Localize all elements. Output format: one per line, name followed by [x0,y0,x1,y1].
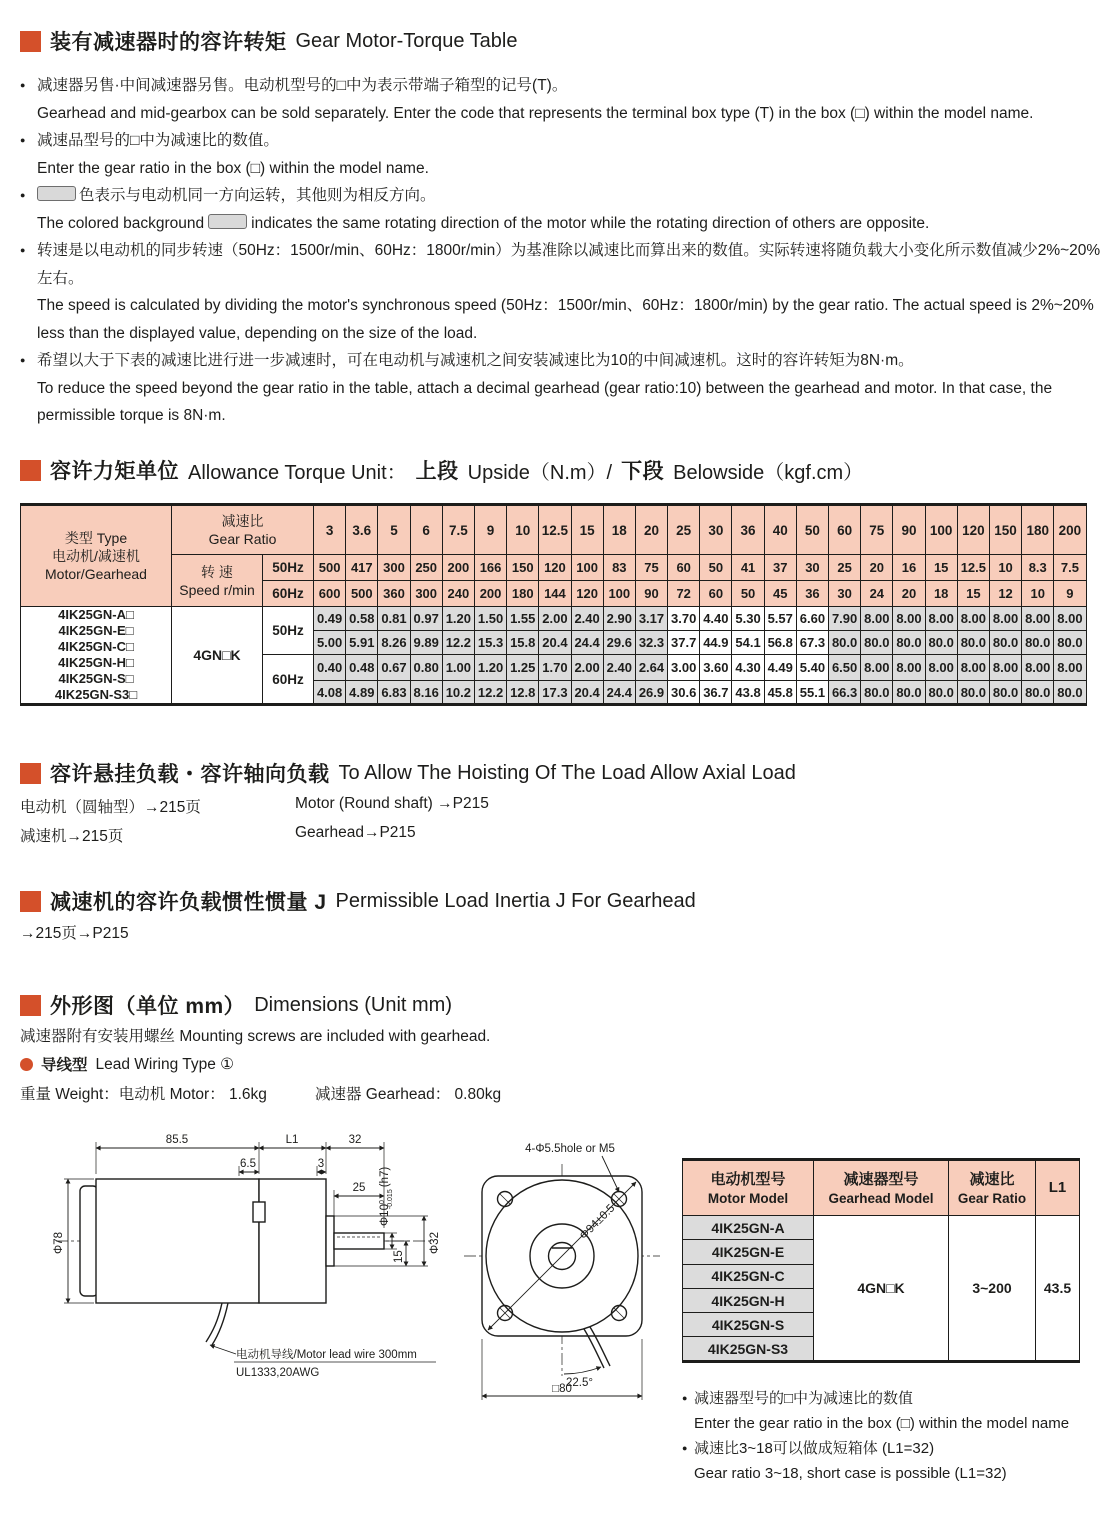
speed-50hz-value: 60 [668,555,700,581]
same-direction-swatch-icon [208,214,247,229]
speed-50hz-value: 300 [378,555,410,581]
unit-title-en: Allowance Torque Unit： [188,461,407,484]
gear-ratio-value: 3.6 [346,505,378,555]
speed-60hz-value: 600 [314,581,346,607]
torque-50hz-nm: 8.00 [893,607,925,631]
torque-50hz-kgfcm: 37.7 [668,631,700,655]
torque-50hz-nm: 8.00 [957,607,989,631]
section-dimensions-title [20,990,452,1020]
speed-50hz-value: 15 [925,555,957,581]
type-header-line3: Motor/Gearhead [45,566,147,582]
speed-header-cell [172,555,263,607]
gear-ratio-value: 6 [410,505,442,555]
torque-60hz-nm: 2.64 [635,655,667,681]
mounting-screws-note-zh: 减速器附有安装用螺丝 [20,1028,176,1045]
torque-60hz-kgfcm: 17.3 [539,681,571,705]
torque-50hz-nm: 4.40 [700,607,732,631]
model-table-motor: 4IK25GN-A [683,1216,814,1240]
model-table-l1: 43.5 [1036,1216,1080,1362]
torque-60hz-nm: 3.00 [668,655,700,681]
torque-60hz-kgfcm: 80.0 [1022,681,1054,705]
header-gearhead-zh: 减速器型号 [843,1170,919,1188]
load-ref-motor-en: Motor (Round shaft) →P215 [295,795,489,812]
gearhead-body [259,1179,326,1303]
torque-50hz-kgfcm: 15.3 [474,631,506,655]
model-table-motor: 4IK25GN-E [683,1240,814,1264]
motor-model: 4IK25GN-S3□ [54,687,138,702]
torque-60hz-kgfcm: 12.2 [474,681,506,705]
gearhead-front-view-drawing [452,1136,694,1406]
dim-square80: □80 [552,1383,572,1395]
torque-50hz-nm: 1.20 [442,607,474,631]
speed-50hz-value: 8.3 [1022,555,1054,581]
torque-50hz-kgfcm: 80.0 [1022,631,1054,655]
section-torque-title-zh: 装有减速器时的容许转矩 [50,31,287,54]
torque-60hz-nm: 1.70 [539,655,571,681]
torque-50hz-kgfcm: 80.0 [861,631,893,655]
speed-60hz-value: 360 [378,581,410,607]
torque-50hz-kgfcm: 54.1 [732,631,764,655]
model-table-header-motor [683,1160,814,1216]
model-table-motor: 4IK25GN-C [683,1264,814,1288]
torque-60hz-kgfcm: 4.08 [314,681,346,705]
gear-ratio-label-zh: 减速比 [221,513,264,529]
motor-lead-wire [206,1303,222,1342]
torque-60hz-kgfcm: 80.0 [925,681,957,705]
speed-60hz-value: 144 [539,581,571,607]
torque-50hz-kgfcm: 8.26 [378,631,410,655]
section-load-title [20,758,796,788]
model-table-motor: 4IK25GN-S [683,1313,814,1337]
dim-6-5: 6.5 [240,1158,256,1170]
section-marker-icon [20,460,41,481]
torque-50hz-kgfcm: 24.4 [571,631,603,655]
unit-low-en: Belowside（kgf.cm） [673,461,864,484]
inertia-title-zh: 减速机的容许负载惯性惯量 J [50,891,327,914]
speed-60hz-value: 12 [989,581,1021,607]
torque-60hz-kgfcm: 4.89 [346,681,378,705]
model-table-header-gearhead [814,1160,949,1216]
torque-50hz-label: 50Hz [263,607,314,655]
torque-50hz-kgfcm: 12.2 [442,631,474,655]
note-2-en: Enter the gear ratio in the box (□) within the model name. [37,159,429,177]
torque-60hz-nm: 6.50 [829,655,861,681]
torque-50hz-nm: 8.00 [925,607,957,631]
gear-ratio-value: 9 [474,505,506,555]
speed-50hz-value: 12.5 [957,555,989,581]
inertia-page-ref: →215页→P215 [20,925,129,942]
gear-ratio-value: 180 [1022,505,1054,555]
gear-ratio-value: 20 [635,505,667,555]
load-title-en: To Allow The Hoisting Of The Load Allow Axial Load [338,761,796,784]
gearhead-model-cell: 4GN□K [172,607,263,705]
note-1-zh: ● 减速器另售·中间减速器另售。电动机型号的□中为表示带端子箱型的记号(T)。 [20,72,1106,100]
note-2-zh: ● 减速品型号的□中为减速比的数值。 [20,127,1106,155]
motor-model: 4IK25GN-H□ [58,655,134,670]
torque-60hz-nm: 5.40 [796,655,828,681]
speed-60hz-value: 60 [700,581,732,607]
speed-60hz-value: 240 [442,581,474,607]
speed-60hz-value: 50 [732,581,764,607]
torque-60hz-kgfcm: 80.0 [989,681,1021,705]
model-table-ratio: 3~200 [949,1216,1036,1362]
torque-50hz-nm: 8.00 [861,607,893,631]
note-3-zh [20,182,1106,210]
unit-up-en: Upside（N.m）/ [467,461,613,484]
speed-60hz-value: 15 [957,581,989,607]
dim-3: 3 [317,1158,325,1170]
torque-60hz-kgfcm: 24.4 [603,681,635,705]
torque-60hz-kgfcm: 30.6 [668,681,700,705]
gear-ratio-value: 120 [957,505,989,555]
dimensions-title-zh: 外形图（单位 mm） [50,995,246,1018]
torque-50hz-kgfcm: 32.3 [635,631,667,655]
torque-60hz-kgfcm: 8.16 [410,681,442,705]
torque-60hz-nm: 0.40 [314,655,346,681]
gear-ratio-value: 10 [507,505,539,555]
gear-ratio-value: 7.5 [442,505,474,555]
note-1-en: Gearhead and mid-gearbox can be sold separately. Enter the code that represents the terminal box type (T) in the box (□) within the model name. [37,104,1034,122]
torque-60hz-nm: 8.00 [1022,655,1054,681]
dim-15: 15 [393,1250,405,1263]
weight-motor: 重量 Weight：电动机 Motor： 1.6kg [20,1086,267,1103]
torque-60hz-kgfcm: 80.0 [893,681,925,705]
speed-60hz-value: 120 [571,581,603,607]
torque-60hz-nm: 8.00 [989,655,1021,681]
speed-60hz-value: 500 [346,581,378,607]
speed-50hz-value: 120 [539,555,571,581]
dimensions-title-en: Dimensions (Unit mm) [254,993,452,1016]
header-motor-en: Motor Model [707,1190,789,1206]
header-gearhead-en: Gearhead Model [828,1190,934,1206]
torque-50hz-kgfcm: 80.0 [1054,631,1086,655]
torque-60hz-kgfcm: 10.2 [442,681,474,705]
torque-50hz-nm: 2.40 [571,607,603,631]
note-4-en: The speed is calculated by dividing the motor's synchronous speed (50Hz：1500r/min、60Hz：1800r/min) by the gear ratio. The actual speed is 2%~20% less than the displayed value, depending on the size of the load. [37,297,1094,342]
model-table-motor: 4IK25GN-H [683,1288,814,1312]
torque-60hz-kgfcm: 26.9 [635,681,667,705]
type-header-line2: 电动机/减速机 [52,548,140,564]
torque-50hz-nm: 3.70 [668,607,700,631]
model-table-notes [682,1386,1112,1486]
torque-50hz-nm: 8.00 [1054,607,1086,631]
wiring-label-zh: 导线型 [41,1057,88,1074]
torque-60hz-nm: 1.25 [507,655,539,681]
motor-body [96,1179,259,1303]
motor-models-cell [21,607,172,705]
gear-ratio-value: 30 [700,505,732,555]
torque-50hz-nm: 0.81 [378,607,410,631]
torque-60hz-kgfcm: 6.83 [378,681,410,705]
section-torque-title-en: Gear Motor-Torque Table [295,29,518,52]
model-table-motor: 4IK25GN-S3 [683,1337,814,1361]
speed-50hz-value: 417 [346,555,378,581]
torque-60hz-nm: 8.00 [893,655,925,681]
gear-ratio-value: 40 [764,505,796,555]
dim-phi32: Φ32 [429,1232,441,1254]
load-ref-gearhead-zh: 减速机→215页 [20,828,124,845]
section-marker-icon [20,763,41,784]
gear-ratio-value: 50 [796,505,828,555]
model-note-2-en: Gear ratio 3~18, short case is possible (L1=32) [694,1465,1007,1482]
note-3-en [20,210,1106,238]
torque-50hz-nm: 7.90 [829,607,861,631]
dim-phi78: Φ78 [53,1232,65,1254]
gear-ratio-value: 15 [571,505,603,555]
section-inertia-title [20,886,696,916]
torque-50hz-kgfcm: 80.0 [829,631,861,655]
torque-60hz-nm: 3.60 [700,655,732,681]
speed-50hz-value: 83 [603,555,635,581]
speed-60hz-value: 300 [410,581,442,607]
torque-60hz-kgfcm: 43.8 [732,681,764,705]
torque-60hz-kgfcm: 45.8 [764,681,796,705]
gear-ratio-value: 100 [925,505,957,555]
model-note-2-zh: ● 减速比3~18可以做成短箱体 (L1=32) [682,1436,1112,1461]
load-ref-gearhead-en: Gearhead→P215 [295,824,416,841]
torque-50hz-nm: 3.17 [635,607,667,631]
speed-60hz-value: 180 [507,581,539,607]
gear-ratio-value: 200 [1054,505,1086,555]
section-unit-title [20,455,863,485]
torque-60hz-nm: 4.49 [764,655,796,681]
speed-60hz-value: 45 [764,581,796,607]
speed-50hz-value: 75 [635,555,667,581]
torque-50hz-kgfcm: 29.6 [603,631,635,655]
gear-ratio-value: 18 [603,505,635,555]
header-ratio-en: Gear Ratio [957,1190,1027,1206]
speed-60hz-value: 24 [861,581,893,607]
torque-60hz-nm: 1.00 [442,655,474,681]
dim-l1: L1 [285,1134,299,1146]
torque-60hz-kgfcm: 80.0 [957,681,989,705]
speed-50hz-value: 20 [861,555,893,581]
torque-50hz-kgfcm: 80.0 [893,631,925,655]
torque-60hz-kgfcm: 20.4 [571,681,603,705]
speed-60hz-value: 30 [829,581,861,607]
torque-60hz-nm: 0.80 [410,655,442,681]
dim-phi94: Φ94±0.5 [577,1202,618,1243]
speed-50hz-value: 250 [410,555,442,581]
dim-25: 25 [352,1182,366,1194]
gear-ratio-value: 3 [314,505,346,555]
lead-wire-spec: UL1333,20AWG [236,1367,320,1379]
torque-50hz-nm: 1.55 [507,607,539,631]
torque-50hz-nm: 0.97 [410,607,442,631]
torque-60hz-kgfcm: 80.0 [1054,681,1086,705]
junction-tab [253,1202,265,1222]
torque-50hz-nm: 5.57 [764,607,796,631]
gear-ratio-value: 12.5 [539,505,571,555]
torque-60hz-nm: 0.67 [378,655,410,681]
speed-50hz-value: 30 [796,555,828,581]
torque-60hz-label: 60Hz [263,655,314,705]
model-table-gearhead: 4GN□K [814,1216,949,1362]
wiring-bullet-icon [20,1058,33,1071]
speed-50hz-label: 50Hz [263,555,314,581]
speed-50hz-value: 25 [829,555,861,581]
model-table-wrap [682,1158,1080,1363]
wiring-label-en: Lead Wiring Type ① [95,1055,235,1073]
note-5-zh: ● 希望以大于下表的减速比进行进一步减速时，可在电动机与减速机之间安装减速比为10的中间减速机。这时的容许转矩为8N·m。 [20,347,1106,375]
speed-50hz-value: 200 [442,555,474,581]
note-4-zh: ● 转速是以电动机的同步转速（50Hz：1500r/min、60Hz：1800r/min）为基准除以减速比而算出来的数值。实际转速将随负载大小变化所示数值减少2%~20%左右。 [20,237,1106,292]
torque-50hz-kgfcm: 20.4 [539,631,571,655]
torque-50hz-nm: 2.00 [539,607,571,631]
dim-85-5: 85.5 [165,1134,189,1146]
model-note-1-zh: ● 减速器型号的□中为减速比的数值 [682,1386,1112,1411]
torque-50hz-kgfcm: 67.3 [796,631,828,655]
section-torque-title [20,26,517,56]
section-marker-icon [20,891,41,912]
torque-50hz-nm: 2.90 [603,607,635,631]
speed-label-zh: 转 速 [201,563,233,580]
torque-notes [20,72,1106,430]
torque-60hz-nm: 8.00 [957,655,989,681]
lead-wire-label: 电动机导线/Motor lead wire 300mm [236,1349,417,1361]
gear-ratio-value: 25 [668,505,700,555]
output-boss [326,1216,334,1266]
speed-50hz-value: 166 [474,555,506,581]
load-title-zh: 容许悬挂负载・容许轴向负载 [50,763,330,786]
speed-60hz-value: 9 [1054,581,1086,607]
header-ratio-zh: 减速比 [969,1170,1015,1188]
note-5-en: To reduce the speed beyond the gear ratio in the table, attach a decimal gearhead (gear ratio:10) between the gearhead and motor. In that case, the permissible torque is 8N·m. [37,379,1053,424]
torque-50hz-kgfcm: 80.0 [989,631,1021,655]
motor-model: 4IK25GN-S□ [58,671,134,686]
dim-shaft-dia: $\Phi 10^0-0.015(h7)$ [379,1166,394,1226]
speed-label-en: Speed r/min [179,581,255,598]
torque-60hz-nm: 1.20 [474,655,506,681]
torque-50hz-kgfcm: 56.8 [764,631,796,655]
torque-50hz-nm: 0.58 [346,607,378,631]
header-motor-zh: 电动机型号 [710,1170,786,1188]
model-note-1-en: Enter the gear ratio in the box (□) within the model name [694,1415,1070,1432]
torque-60hz-nm: 8.00 [925,655,957,681]
speed-50hz-value: 100 [571,555,603,581]
speed-50hz-value: 41 [732,555,764,581]
motor-model: 4IK25GN-E□ [58,623,134,638]
motor-side-view-drawing [24,1126,448,1380]
torque-60hz-kgfcm: 12.8 [507,681,539,705]
torque-60hz-nm: 2.40 [603,655,635,681]
note-3-en-post: indicates the same rotating direction of the motor while the rotating direction of others are opposite. [251,214,930,232]
torque-table-wrap [20,503,1087,706]
speed-50hz-value: 500 [314,555,346,581]
motor-model: 4IK25GN-A□ [58,607,134,622]
torque-table [20,503,1087,706]
speed-50hz-value: 150 [507,555,539,581]
torque-50hz-kgfcm: 9.89 [410,631,442,655]
torque-50hz-kgfcm: 80.0 [957,631,989,655]
speed-60hz-value: 20 [893,581,925,607]
gear-ratio-header-cell [172,505,314,555]
torque-50hz-nm: 1.50 [474,607,506,631]
torque-60hz-nm: 4.30 [732,655,764,681]
torque-60hz-kgfcm: 66.3 [829,681,861,705]
bolt-hole-label: 4-Φ5.5hole or M5 [525,1143,615,1155]
speed-50hz-value: 7.5 [1054,555,1086,581]
speed-60hz-value: 18 [925,581,957,607]
model-table [682,1158,1080,1363]
gear-ratio-value: 5 [378,505,410,555]
torque-60hz-nm: 0.48 [346,655,378,681]
torque-50hz-nm: 8.00 [1022,607,1054,631]
unit-title-zh: 容许力矩单位 [50,460,179,483]
dim-angle: 22.5° [566,1377,593,1389]
speed-50hz-value: 16 [893,555,925,581]
speed-60hz-value: 90 [635,581,667,607]
model-table-header-l1 [1036,1160,1080,1216]
unit-up-zh: 上段 [415,460,459,483]
gear-ratio-value: 60 [829,505,861,555]
speed-50hz-value: 50 [700,555,732,581]
torque-50hz-kgfcm: 80.0 [925,631,957,655]
torque-60hz-nm: 8.00 [1054,655,1086,681]
gear-ratio-value: 36 [732,505,764,555]
gear-ratio-value: 75 [861,505,893,555]
dim-32: 32 [348,1134,362,1146]
torque-50hz-kgfcm: 15.8 [507,631,539,655]
unit-low-zh: 下段 [621,460,665,483]
torque-60hz-nm: 8.00 [861,655,893,681]
load-ref-motor-zh: 电动机（圆轴型）→215页 [20,799,201,816]
speed-50hz-value: 37 [764,555,796,581]
type-header-line1: 类型 Type [64,530,128,546]
gear-ratio-value: 90 [893,505,925,555]
header-l1: L1 [1048,1179,1067,1196]
torque-50hz-nm: 8.00 [989,607,1021,631]
section-marker-icon [20,31,41,52]
gear-ratio-label-en: Gear Ratio [208,531,277,547]
speed-60hz-value: 200 [474,581,506,607]
model-table-header-ratio [949,1160,1036,1216]
torque-50hz-nm: 5.30 [732,607,764,631]
weight-gearhead: 减速器 Gearhead： 0.80kg [315,1086,502,1103]
torque-50hz-kgfcm: 44.9 [700,631,732,655]
type-header-cell [21,505,172,607]
speed-60hz-value: 100 [603,581,635,607]
lead-wiring-type-row [20,1053,234,1075]
note-3-zh-text: 色表示与电动机同一方向运转，其他则为相反方向。 [79,187,436,204]
output-shaft [334,1233,384,1249]
section-marker-icon [20,995,41,1016]
torque-60hz-kgfcm: 55.1 [796,681,828,705]
gear-ratio-value: 150 [989,505,1021,555]
torque-60hz-kgfcm: 80.0 [861,681,893,705]
inertia-title-en: Permissible Load Inertia J For Gearhead [335,889,696,912]
note-3-en-pre: The colored background [37,214,205,232]
same-direction-swatch-icon [37,186,76,201]
torque-60hz-kgfcm: 36.7 [700,681,732,705]
torque-50hz-kgfcm: 5.00 [314,631,346,655]
speed-60hz-value: 36 [796,581,828,607]
torque-50hz-nm: 6.60 [796,607,828,631]
speed-60hz-value: 72 [668,581,700,607]
speed-60hz-label: 60Hz [263,581,314,607]
torque-50hz-kgfcm: 5.91 [346,631,378,655]
speed-50hz-value: 10 [989,555,1021,581]
torque-60hz-nm: 2.00 [571,655,603,681]
speed-60hz-value: 10 [1022,581,1054,607]
mounting-screws-note [20,1024,490,1046]
torque-50hz-nm: 0.49 [314,607,346,631]
motor-model: 4IK25GN-C□ [58,639,134,654]
mounting-screws-note-en: Mounting screws are included with gearhead. [179,1028,491,1045]
